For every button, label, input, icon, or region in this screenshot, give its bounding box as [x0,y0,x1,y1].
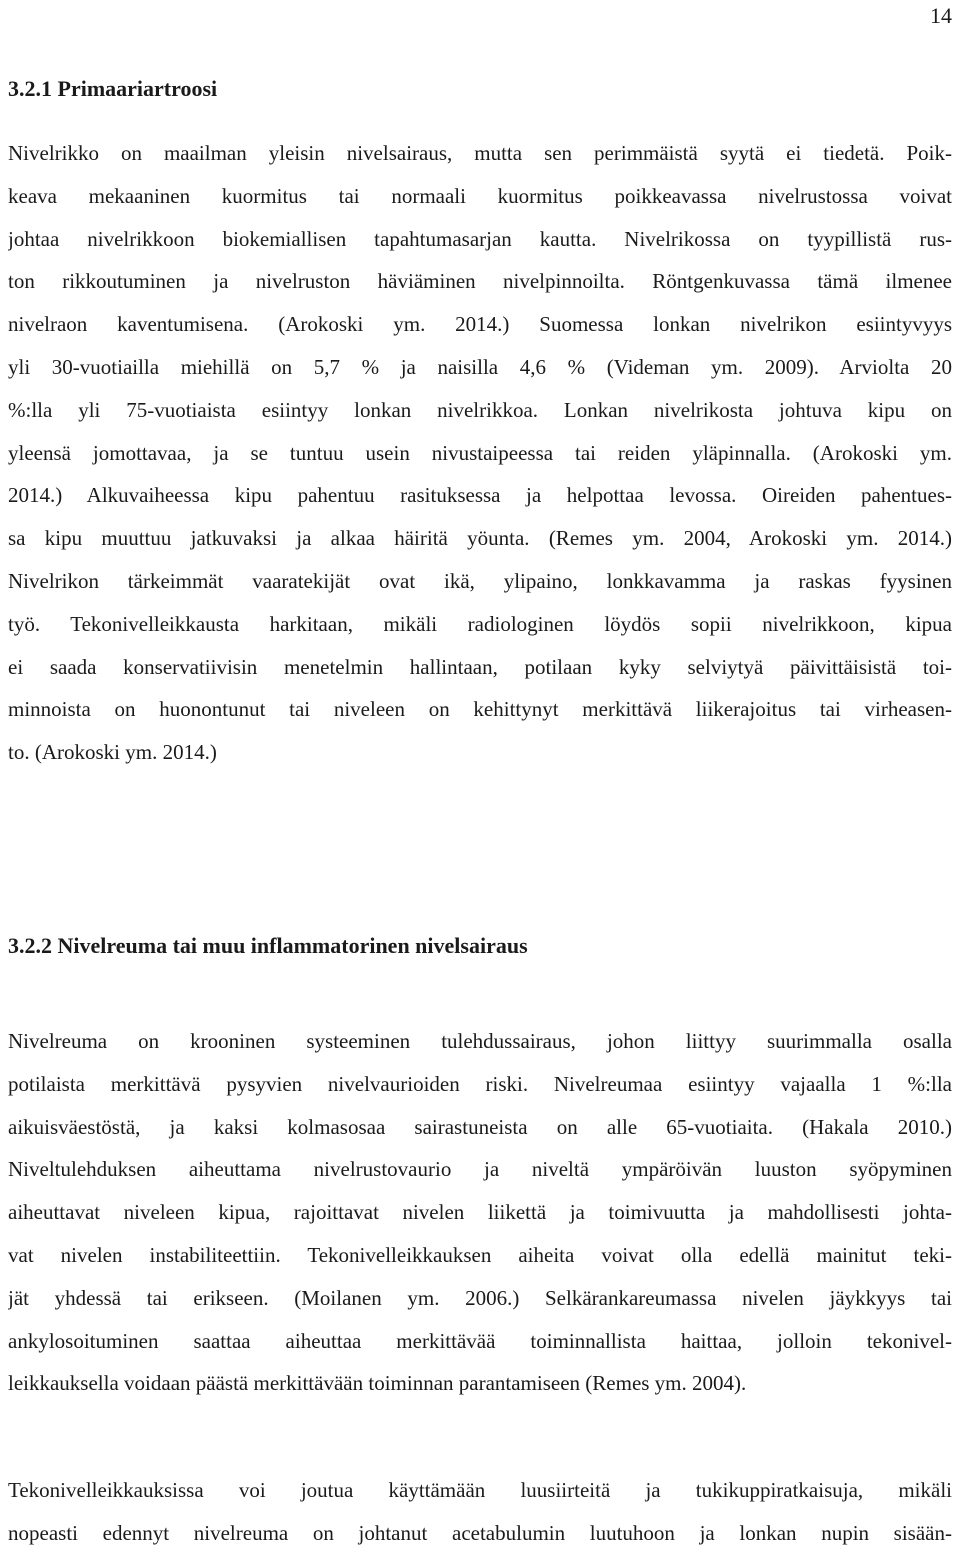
text-line: yli 30-vuotiailla miehillä on 5,7 % ja naisilla 4,6 % (Videman ym. 2009). Arviolta 20 [8,354,952,379]
text-line: minnoista on huonontunut tai niveleen on kehittynyt merkittävä liikerajoitus tai virheasen- [8,697,952,722]
text-line: ei saada konservatiivisin menetelmin hallintaan, potilaan kyky selviytyä päivittäisistä toi- [8,654,952,679]
text-line: Nivelreuma on krooninen systeeminen tulehdussairaus, johon liittyy suurimmalla osalla [8,1029,952,1053]
text-line: johtaa nivelrikkoon biokemiallisen tapahtumasarjan kautta. Nivelrikossa on tyypillistä rus- [8,226,952,251]
text-line: Nivelrikon tärkeimmät vaaratekijät ovat ikä, ylipaino, lonkkavamma ja raskas fyysinen [8,568,952,593]
text-line: to. (Arokoski ym. 2014.) [8,740,217,765]
text-line: aikuisväestöstä, ja kaksi kolmasosaa sairastuneista on alle 65-vuotiaita. (Hakala 2010.) [8,1114,952,1139]
text-line: aiheuttavat niveleen kipua, rajoittavat nivelen liikettä ja toimivuutta ja mahdollisesti johta- [8,1200,952,1225]
text-line: ton rikkoutuminen ja nivelruston häviäminen nivelpinnoilta. Röntgenkuvassa tämä ilmenee [8,269,952,294]
text-line: jät yhdessä tai erikseen. (Moilanen ym. 2006.) Selkärankareumassa nivelen jäykkyys tai [8,1285,952,1310]
text-line: ankylosoituminen saattaa aiheuttaa merkittävää toiminnallista haittaa, jolloin tekonivel- [8,1328,952,1353]
paragraph-nivelreuma [8,1020,952,1405]
section-heading-primaariartroosi: 3.2.1 Primaariartroosi [8,76,218,101]
text-line: työ. Tekonivelleikkausta harkitaan, mikäli radiologinen löydös sopii nivelrikkoon, kipua [8,611,952,636]
text-line: nivelraon kaventumisena. (Arokoski ym. 2014.) Suomessa lonkan nivelrikon esiintyvyys [8,312,952,337]
paragraph-tekonivelleikkaukset [8,1469,952,1555]
paragraph-primaariartroosi [8,132,952,774]
text-line: nopeasti edennyt nivelreuma on johtanut acetabulumin luutuhoon ja lonkan nupin sisään- [8,1520,952,1545]
text-line: leikkauksella voidaan päästä merkittävään toiminnan parantamiseen (Remes ym. 2004). [8,1371,747,1396]
page-number: 14 [930,3,952,28]
text-line: vat nivelen instabiliteettiin. Tekonivelleikkauksen aiheita voivat olla edellä mainitut teki- [8,1242,952,1267]
text-line: yleensä jomottavaa, ja se tuntuu usein nivustaipeessa tai reiden yläpinnalla. (Arokoski ym. [8,440,952,465]
text-line: 2014.) Alkuvaiheessa kipu pahentuu rasituksessa ja helpottaa levossa. Oireiden pahentues- [8,483,952,508]
text-line: Niveltulehduksen aiheuttama nivelrustovaurio ja niveltä ympäröivän luuston syöpyminen [8,1157,952,1182]
text-line: sa kipu muuttuu jatkuvaksi ja alkaa häiritä yöunta. (Remes ym. 2004, Arokoski ym. 2014.) [8,526,952,551]
text-line: Nivelrikko on maailman yleisin nivelsairaus, mutta sen perimmäistä syytä ei tiedetä. Poik- [8,141,952,165]
text-line: %:lla yli 75-vuotiaista esiintyy lonkan nivelrikkoa. Lonkan nivelrikosta johtuva kipu on [8,397,952,422]
text-line: potilaista merkittävä pysyvien nivelvaurioiden riski. Nivelreumaa esiintyy vajaalla 1 %:lla [8,1071,952,1096]
text-line: keava mekaaninen kuormitus tai normaali kuormitus poikkeavassa nivelrustossa voivat [8,183,952,208]
section-heading-nivelreuma: 3.2.2 Nivelreuma tai muu inflammatorinen nivelsairaus [8,933,528,958]
text-line: Tekonivelleikkauksissa voi joutua käyttämään luusiirteitä ja tukikuppiratkaisuja, mikäli [8,1478,952,1502]
